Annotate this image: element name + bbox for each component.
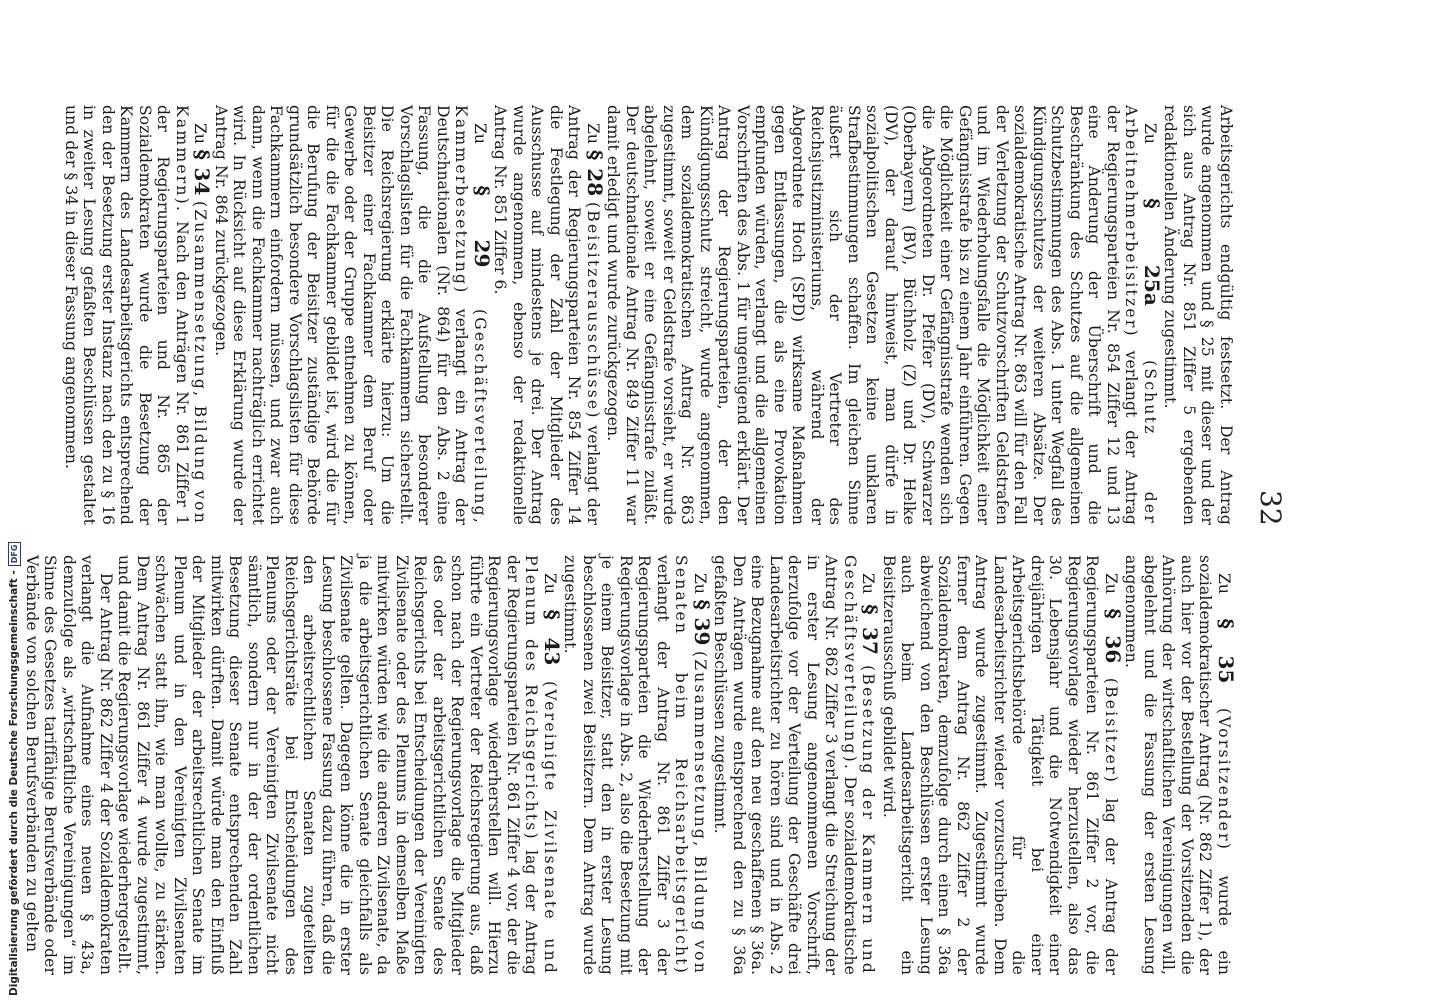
section-prefix: Zu: [471, 123, 489, 145]
section-prefix: Zu: [584, 123, 602, 145]
section-title: (Beisitzerausschüsse): [584, 202, 602, 420]
section-number: § 37: [858, 604, 883, 655]
section-body: Nach den Anträgen Nr. 861 Ziffer 1 der Regierungsparteien und Nr. 865 der Sozialdemokraten wurde die Besetzung der Kammern des Landesarbeitsgerichts entsprechend den der Besetzung erster Instanz nach den zu § 16 in zweiter Lesung gefaßten Beschlüssen gestaltet und der § 34 in dieser Fassung angenommen.: [62, 105, 191, 526]
section-title: (Zusammensetzung, Bildung von Kammern).: [173, 105, 210, 526]
section-number: § 28: [583, 149, 607, 197]
section-title: (Besetzung der Kammern und Geschäftsverteilung).: [841, 555, 878, 976]
paragraph: Arbeitsgerichts endgültig festsetzt. Der Antrag wurde angenommen und § 25 mit dieser und der sich aus Antrag Nr. 851 Ziffer 5 ergebenden redaktionellen Änderung zugestimmt.: [1161, 105, 1235, 525]
section-prefix: Zu: [859, 573, 878, 595]
digitization-credit: [3, 544, 21, 996]
section-body: verlangt der Antrag Nr. 861 Ziffer 3 der Regierungsparteien die Wiederherstellung der Regierungsvorlage in Abs. 2, also die Besetzung mit je einem Beisitzer, statt den in erster Lesung beschlossenen zwei Beisitzern. Dem Antrag wurde zugestimmt.: [561, 555, 672, 975]
section-number: § 39: [690, 599, 714, 646]
section-number: § 36: [1101, 608, 1125, 664]
left-column: [62, 105, 1235, 526]
section-paragraph: [212, 105, 492, 525]
section-paragraph: [711, 555, 883, 976]
section-number: § 29: [470, 185, 494, 268]
page-number: 32: [1254, 490, 1287, 526]
section-prefix: Zu: [1102, 573, 1120, 595]
section-title: (Beisitzer): [1102, 677, 1120, 785]
section-paragraph: [604, 105, 1164, 525]
section-prefix: Zu: [691, 573, 709, 595]
section-prefix: Zu: [1141, 123, 1159, 145]
section-body: wurde ein sozialdemokratischer Antrag (Nr. 862 Ziffer 1), der auch hier vor der Bestellung der Vorsitzenden die Anhörung der wirtschaftlichen Vereinigungen will, abgelehnt und die Fassung der ersten Lesung angenommen.: [1122, 555, 1233, 976]
section-number: § 25a: [1140, 198, 1164, 306]
section-paragraph: [491, 105, 607, 526]
section-paragraph: [1122, 555, 1238, 976]
paragraph: Der Antrag Nr. 862 Ziffer 4 der Sozialdemokraten verlangt die Aufnahme eines neuen § 43a, demzufolge als „wirtschaftliche Vereinigungen“ im Sinne des Gesetzes tariffähige Berufsverbände oder Verbände von solchen Berufsverbänden zu gelten: [23, 555, 115, 975]
section-number: § 34: [190, 149, 215, 196]
section-title: (Vorsitzender): [1215, 707, 1233, 852]
right-column: [23, 555, 1238, 976]
section-paragraph: [880, 555, 1123, 975]
section-title: (Geschäftsverteilung, Kammerbesetzung): [452, 105, 489, 526]
section-body: verlangt der Antrag der Regierungsparteien Nr. 854 Ziffer 12 und 13 eine Änderung der Überschrift und die Beschränkung des Schutzes auf die allgemeinen Schutzbestimmungen des Abs. 1 unter Wegfall des Kündigungsschutzes der weiteren Absätze. Der sozialdemokratische Antrag Nr. 863 will für den Fall der Verletzung der Schutzvorschriften Geldstrafen und im Wiederholungsfalle die Möglichkeit einer Gefängnisstrafe bis zu einem Jahr einführen. Gegen die Möglichkeit einer Gefängnisstrafe wenden sich die Abgeordneten Dr. Pfeffer (DV), Schwarzer (Oberbayern) (BV), Büchholz (Z) und Dr. Helke (DV), der darauf hinweist, man dürfe in sozialpolitischen Gesetzen keine unklaren Strafbestimmungen schaffen. Im gleichen Sinne äußert sich der Vertreter des Reichsjustizministeriums, während der Abgeordnete Hoch (SPD) wirksame Maßnahmen gegen Entlassungen, die als eine Provokation empfunden würden, verlangt und die allgemeinen Vorschriften des Abs. 1 für ungenügend erklärt. Der Antrag der Regierungsparteien, der den Kündigungsschutz streicht, wurde angenommen, dem sozialdemokratischen Antrag Nr. 863 zugestimmt, soweit er Geldstrafe vorsieht, er wurde abgelehnt, soweit er eine Gefängnisstrafe zuläßt. Der deutschnationale Antrag Nr. 849 Ziffer 11 war damit erledigt und wurde zurückgezogen.: [604, 105, 1141, 525]
credit-text-row: [5, 544, 23, 996]
section-body: verlangt der Antrag der Regierungsparteien Nr. 854 Ziffer 14 die Festlegung der Zahl der Mitglieder des Ausschusse auf mindestens je drei. Der Antrag wurde angenommen, ebenso der redaktionelle Antrag Nr. 851 Ziffer 6.: [491, 105, 602, 526]
section-number: § 43: [540, 609, 564, 666]
section-title: (Vereinigte Zivilsenate und Plenum des Reichsgerichts): [522, 555, 559, 976]
section-body: lag der Antrag der Regierungsparteien Nr. 861 Ziffer 4 vor, der die Regierungsvorlage wiederherstellen will. Hierzu führte ein Vertreter der Reichsregierung aus, daß schon nach der Regierungsvorlage die Mitglieder des oder der arbeitsgerichtlichen Senate des Reichsgerichts bei Entscheidungen der Vereinigten Zivilsenate oder des Plenums in demselben Maße mitwirken würden wie die anderen Zivilsenate, da ja die arbeitsgerichtlichen Senate gleichfalls als Zivilsenate gelten. Dagegen könne die in erster Lesung beschlossene Fassung dazu führen, daß die den arbeitsrechtlichen Senaten zugeteilten Reichsgerichtsräte bei Entscheidungen des Plenums oder der Vereinigten Zivilsenate nicht sämtlich, sondern nur in der der ordentlichen Besetzung dieser Senate entsprechenden Zahl mitwirken dürften. Damit würde man den Einfluß der Mitglieder der arbeitsrechtlichen Senate im Plenum und in den Vereinigten Zivilsenaten schwächen statt ihn, wie man wollte, zu stärken. Dem Antrag Nr. 861 Ziffer 4 wurde zugestimmt, und damit die Regierungsvorlage wiederhergestellt.: [115, 555, 541, 975]
section-prefix: Zu: [191, 123, 210, 145]
section-body: lag der Antrag der Regierungsparteien Nr. 861 Ziffer 2 vor, die Regierungsvorlage wieder herzustellen, also das 30. Lebensjahr und die Notwendigkeit einer dreijährigen Tätigkeit bei einer Arbeitsgerichtsbehörde für die Landesarbeitsrichter wieder vorzuschreiben. Dem Antrag wurde zugestimmt. Zugestimmt wurde ferner dem Antrag Nr. 862 Ziffer 2 der Sozialdemokraten, demzufolge durch einen § 36a abweichend von den Beschlüssen erster Lesung auch beim Landesarbeitsgericht ein Beisitzerausschuß gebildet wird.: [880, 555, 1120, 975]
section-prefix: Zu: [1215, 573, 1233, 595]
dfg-logo: DFG: [8, 542, 21, 567]
section-body: verlangt ein Antrag der Deutschnationalen (Nr. 864) für den Abs. 2 eine Fassung, die die Aufstellung besonderer Vorschlagslisten für die Fachkammern sicherstellt. Die Reichsregierung erklärte hierzu: Um die Beisitzer einer Fachkammer dem Beruf oder Gewerbe oder der Gruppe entnehmen zu können, für die die Fachkammer gebildet ist, wird die für die Berufung der Beisitzer zuständige Behörde grundsätzlich besondere Vorschlagslisten für diese Fachkammern einfordern müssen, und zwar auch dann, wenn die Fachkammer nachträglich errichtet wird. In Rücksicht auf diese Erklärung wurde der Antrag Nr. 864 zurückgezogen.: [212, 105, 471, 526]
credit-text: Digitalisierung gefördert durch die Deutsche Forschungsgemeinschaft -: [8, 570, 20, 996]
section-paragraph: [62, 105, 215, 526]
section-body: Der sozialdemokratische Antrag Nr. 862 Ziffer 3 verlangt die Streichung der in erster Lesung angenommenen Vorschrift, derzufolge vor der Verteilung der Geschäfte drei Landesarbeitsrichter zu hören sind und in Abs. 2 eine Bezugnahme auf den neu geschaffenen § 36a. Den Anträgen wurde entsprechend den zu § 36a gefaßten Beschlüssen zugestimmt.: [711, 555, 859, 975]
document-page: [23, 95, 1295, 985]
section-paragraph: [115, 555, 564, 976]
section-title: (Zusammensetzung, Bildung von Senaten beim Reichsarbeitsgericht): [672, 555, 709, 976]
section-number: § 35: [1214, 618, 1238, 684]
section-title: (Schutz der Arbeitnehmerbeisitzer): [1122, 105, 1159, 525]
section-paragraph: [561, 555, 714, 976]
section-prefix: Zu: [541, 573, 559, 595]
